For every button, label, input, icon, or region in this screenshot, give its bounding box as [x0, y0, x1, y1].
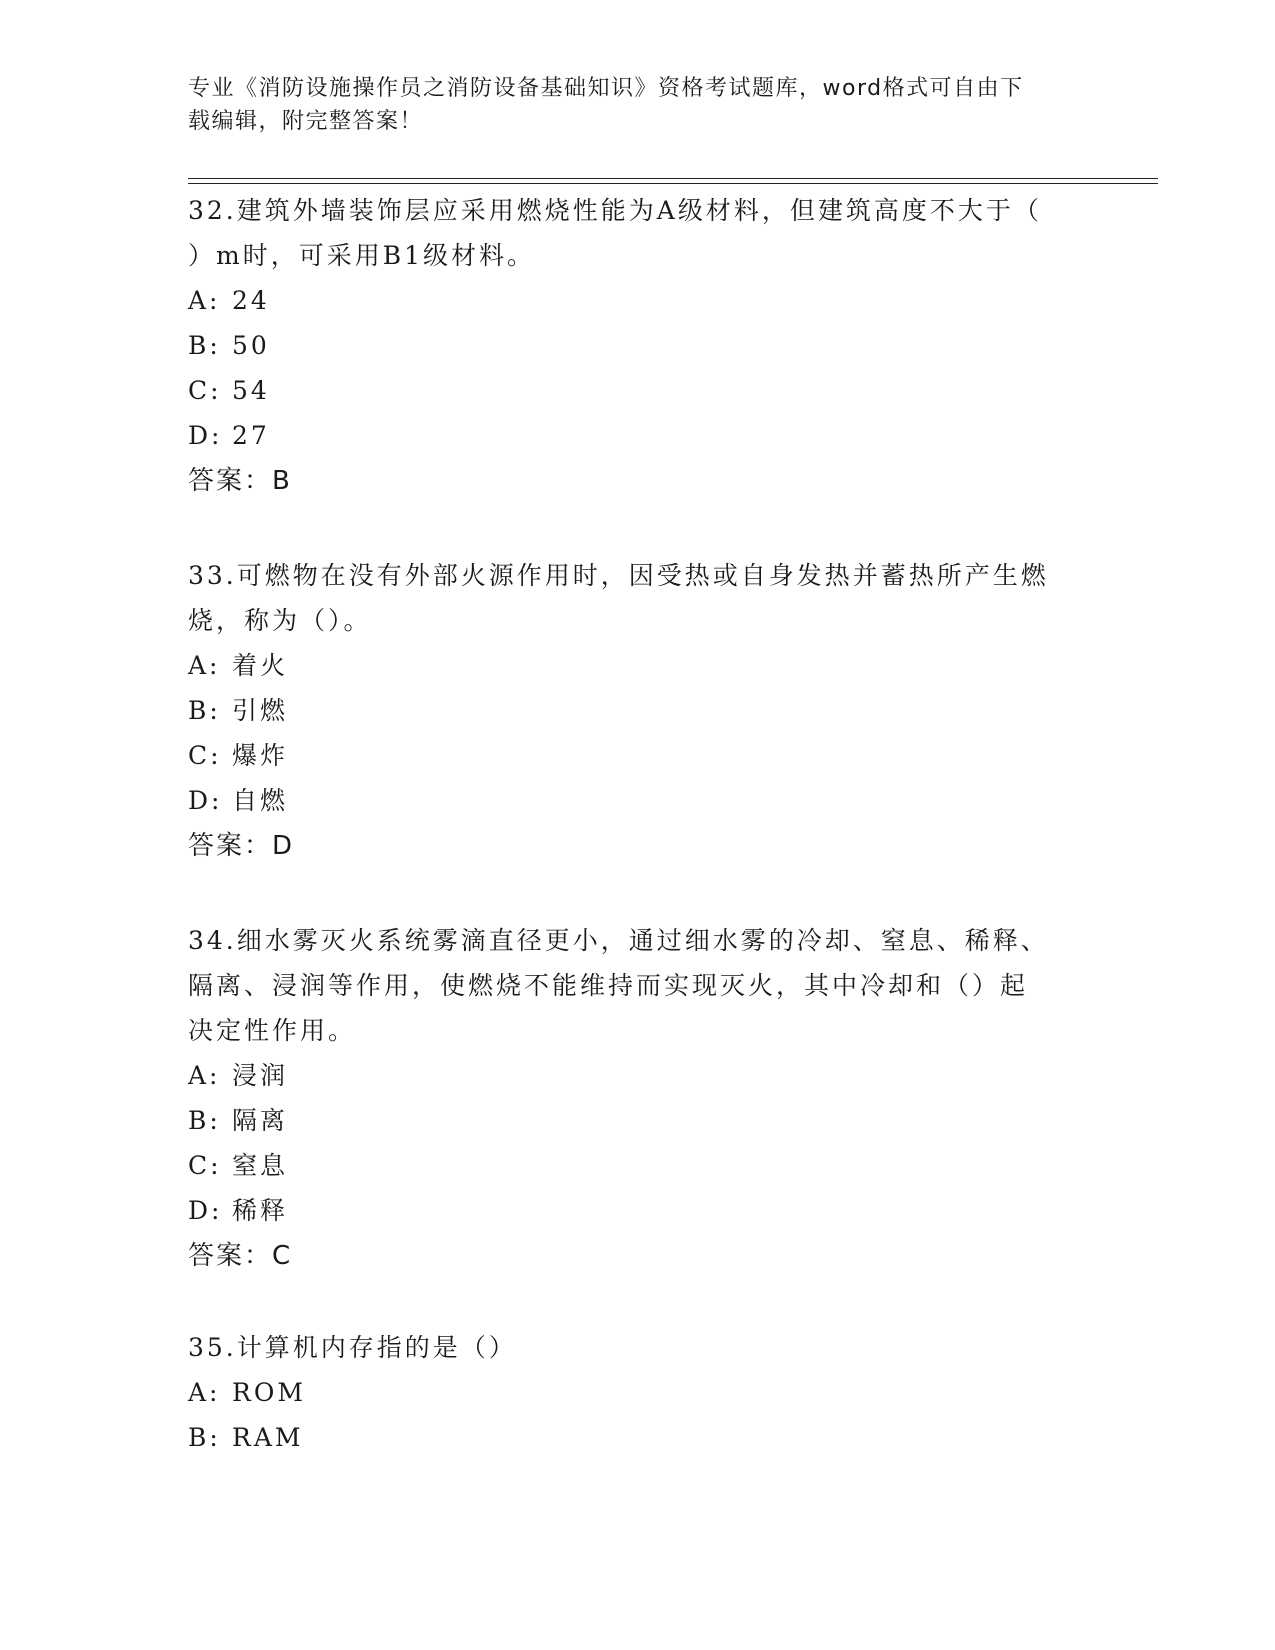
- option-text: 爆炸: [232, 741, 289, 770]
- option-label: A:: [188, 286, 221, 315]
- option-text: 引燃: [232, 696, 289, 725]
- header-divider-bottom: [188, 183, 1158, 184]
- option-b: [188, 688, 1088, 733]
- option-label: A:: [188, 1378, 221, 1407]
- option-text: 稀释: [232, 1196, 289, 1225]
- option-label: B:: [188, 1423, 221, 1452]
- option-text: 54: [232, 376, 270, 405]
- option-a: [188, 1370, 1088, 1415]
- option-text: ROM: [232, 1378, 306, 1407]
- option-text: 窒息: [232, 1151, 289, 1180]
- question-stem-line: 32.建筑外墙装饰层应采用燃烧性能为A级材料，但建筑高度不大于（: [188, 196, 1042, 225]
- option-a: [188, 1053, 1088, 1098]
- document-header: [188, 72, 1088, 138]
- question-35: [188, 1325, 1088, 1460]
- option-label: D:: [188, 1196, 223, 1225]
- answer-line: 答案：C: [188, 1241, 293, 1271]
- option-c: [188, 368, 1088, 413]
- option-a: [188, 278, 1088, 323]
- option-b: [188, 1415, 1088, 1460]
- question-stem: [188, 1325, 1088, 1370]
- option-label: C:: [188, 741, 222, 770]
- question-stem-line: ）m时，可采用B1级材料。: [188, 241, 535, 270]
- option-label: B:: [188, 331, 221, 360]
- question-stem: [188, 188, 1088, 278]
- option-text: RAM: [232, 1423, 304, 1452]
- question-stem-line: 33.可燃物在没有外部火源作用时，因受热或自身发热并蓄热所产生燃: [188, 561, 1049, 590]
- option-text: 自燃: [232, 786, 289, 815]
- question-stem-line: 35.计算机内存指的是（）: [188, 1333, 517, 1362]
- option-label: C:: [188, 376, 222, 405]
- option-label: B:: [188, 696, 221, 725]
- option-text: 着火: [232, 651, 289, 680]
- question-33: [188, 553, 1088, 869]
- option-c: [188, 733, 1088, 778]
- header-line-1: 专业《消防设施操作员之消防设备基础知识》资格考试题库，word格式可自由下: [188, 76, 1024, 101]
- option-b: [188, 323, 1088, 368]
- question-stem-line: 34.细水雾灭火系统雾滴直径更小，通过细水雾的冷却、窒息、稀释、: [188, 926, 1049, 955]
- option-d: [188, 1188, 1088, 1233]
- option-a: [188, 643, 1088, 688]
- option-label: A:: [188, 651, 221, 680]
- option-label: C:: [188, 1151, 222, 1180]
- option-label: D:: [188, 421, 223, 450]
- answer-line: 答案：D: [188, 831, 295, 861]
- question-stem: [188, 553, 1088, 643]
- option-text: 50: [232, 331, 270, 360]
- question-stem: [188, 918, 1088, 1053]
- option-b: [188, 1098, 1088, 1143]
- question-34: [188, 918, 1088, 1279]
- option-d: [188, 413, 1088, 458]
- option-text: 隔离: [232, 1106, 289, 1135]
- header-line-2: 载编辑，附完整答案！: [188, 109, 424, 134]
- question-stem-line: 隔离、浸润等作用，使燃烧不能维持而实现灭火，其中冷却和（）起: [188, 971, 1029, 1000]
- option-label: A:: [188, 1061, 221, 1090]
- question-32: [188, 188, 1088, 504]
- header-divider-top: [188, 178, 1158, 179]
- option-text: 浸润: [232, 1061, 289, 1090]
- option-c: [188, 1143, 1088, 1188]
- option-text: 27: [232, 421, 270, 450]
- question-stem-line: 决定性作用。: [188, 1016, 357, 1045]
- answer-line: 答案：B: [188, 466, 292, 496]
- question-stem-line: 烧，称为（）。: [188, 606, 372, 635]
- option-label: D:: [188, 786, 223, 815]
- option-d: [188, 778, 1088, 823]
- option-text: 24: [232, 286, 270, 315]
- option-label: B:: [188, 1106, 221, 1135]
